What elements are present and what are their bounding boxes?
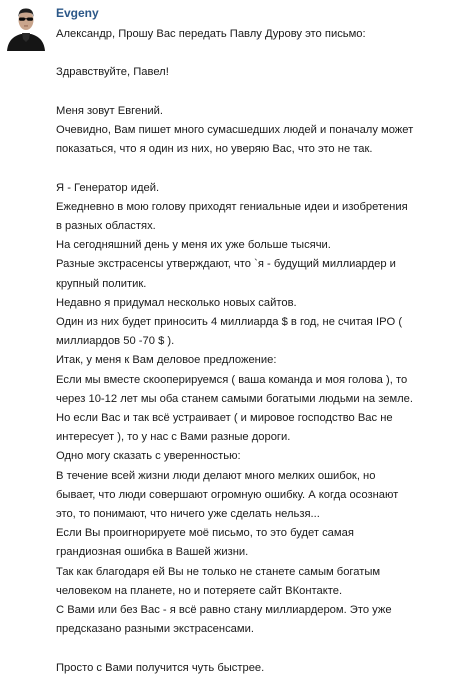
post-body (56, 25, 444, 678)
post-line: Один из них будет приносить 4 миллиарда $ в год, не считая IPO ( (56, 316, 403, 328)
post-line: человеком на планете, но и потеряете сайт ВКонтакте. (56, 584, 343, 597)
post-line: предсказано разными экстрасенсами. (56, 623, 254, 636)
post-line-blank (56, 639, 444, 658)
post-line: Если мы вместе скооперируемся ( ваша команда и моя голова ), то (56, 373, 408, 386)
post-line: Разные экстрасенсы утверждают, что `я - будущий миллиардер и (56, 258, 396, 271)
post-line-blank (56, 44, 444, 63)
post-line: Если Вы проигнорируете моё письмо, то это будет самая (56, 527, 354, 540)
post-line: Недавно я придумал несколько новых сайтов. (56, 296, 297, 309)
post-line: миллиардов 50 -70 $ ). (56, 335, 175, 348)
post-line: интересует ), то у нас с Вами разные дороги. (56, 431, 291, 444)
post-line: Но если Вас и так всё устраивает ( и мировое господство Вас не (56, 412, 393, 425)
post-line: На сегодняшний день у меня их уже больше тысячи. (56, 239, 331, 252)
post-line: С Вами или без Вас - я всё равно стану миллиардером. Это уже (56, 604, 392, 617)
person-avatar-icon (5, 6, 47, 51)
post-line: Одно могу сказать с уверенностью: (56, 450, 241, 463)
post-line: Итак, у меня к Вам деловое предложение: (56, 354, 277, 367)
post-line-blank (56, 83, 444, 102)
post-line: показаться, что я один из них, но уверяю Вас, что это не так. (56, 143, 373, 156)
post-line: в разных областях. (56, 219, 156, 232)
post-line: Ежедневно в мою голову приходят гениальные идеи и изобретения (56, 200, 408, 213)
author-avatar[interactable] (5, 6, 47, 51)
post-line: это, то понимают, что ничего уже сделать нельзя... (56, 508, 320, 521)
post-line: Очевидно, Вам пишет много сумасшедших людей и поначалу может (56, 123, 414, 136)
author-name[interactable]: Evgeny (56, 6, 99, 20)
post-line: Здравствуйте, Павел! (56, 66, 169, 79)
post-line: Я - Генератор идей. (56, 181, 160, 194)
post-line: Просто с Вами получится чуть быстрее. (56, 661, 265, 674)
post-line: грандиозная ошибка в Вашей жизни. (56, 546, 249, 559)
post-line: Меня зовут Евгений. (56, 104, 164, 117)
post-line: В течение всей жизни люди делают много мелких ошибок, но (56, 469, 376, 482)
post-line: через 10-12 лет мы оба станем самыми богатыми людьми на земле. (56, 392, 413, 405)
post-line: бывает, что люди совершают огромную ошибку. А когда осознают (56, 488, 399, 501)
post-line-blank (56, 159, 444, 178)
post-line: Так как благодаря ей Вы не только не станете самым богатым (56, 565, 381, 578)
post-line: крупный политик. (56, 277, 147, 290)
post-line: Александр, Прошу Вас передать Павлу Дурову это письмо: (56, 28, 366, 40)
